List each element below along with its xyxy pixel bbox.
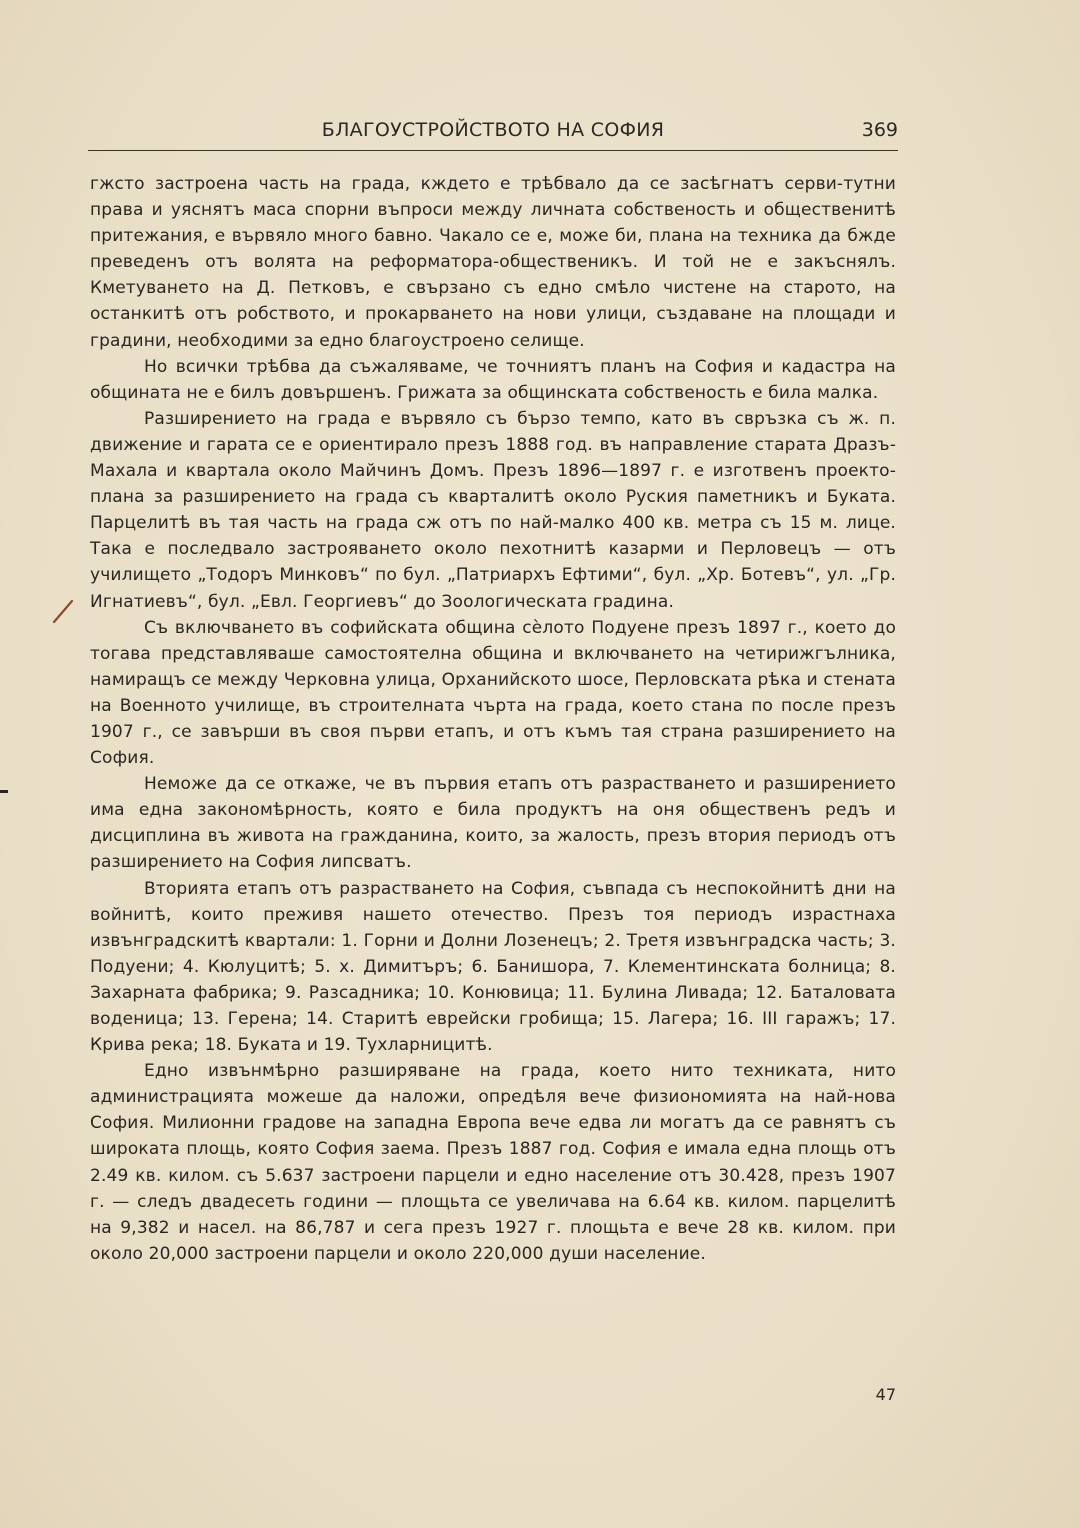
page-number: 369	[861, 119, 898, 141]
page-header	[88, 116, 898, 151]
paragraph: Вторията етапъ отъ разрастването на София, съвпада съ неспокойнитѣ дни на войнитѣ, които преживя нашето отечество. Презъ тоя периодъ израстнаха извънградскитѣ квартали: 1. Горни и Долни Лозенецъ; 2. Третя извънградска часть; 3. Подуени; 4. Кюлуцитѣ; 5. х. Димитъръ; 6. Банишора, 7. Клементинската болница; 8. Захарната фабрика; 9. Разсадника; 10. Конювица; 11. Булина Ливада; 12. Баталовата воденица; 13. Герена; 14. Старитѣ еврейски гробища; 15. Лагера; 16. III гаражъ; 17. Крива река; 18. Буката и 19. Тухларницитѣ.	[90, 878, 896, 1056]
running-title: БЛАГОУСТРОЙСТВОТО НА СОФИЯ	[321, 119, 665, 141]
paragraph: Съ включването въ софийската община сѐлото Подуене презъ 1897 г., което до тогава представляваше самостоятелна община и включването на четирижгълника, намиращъ се между Черковна улица, Орханийското шосе, Перловската рѣка и стената на Военното училище, въ строителната чърта на града, което стана по после презъ 1907 г., се завърши въ своя първи етапъ, и отъ къмъ тая страна разширението на София.	[90, 617, 896, 769]
paragraph: Едно извънмѣрно разширяване на града, което нито техниката, нито администрацията можеше да наложи, опредѣля вече физиономията на най-нова София. Милионни градове на западна Европа вече едва ли могатъ да се равнятъ съ широката площь, която София заема. Презъ 1887 год. София е имала една площь отъ 2.49 кв. килом. съ 5.637 застроени парцели и едно население отъ 30.428, презъ 1907 г. — следъ двадесеть години — площьта се увеличава на 6.64 кв. килом. парцелитѣ на 9,382 и насел. на 86,787 и сега презъ 1927 г. площьта е вече 28 кв. килом. при около 20,000 застроени парцели и около 220,000 души население.	[90, 1061, 896, 1264]
body-text	[90, 171, 896, 1267]
paragraph: Разширението на града е вървяло съ бързо темпо, като въ свръзка съ ж. п. движение и гарата се е ориентирало презъ 1888 год. въ направление старата Дразъ-Махала и квартала около Майчинъ Домъ. Презъ 1896—1897 г. е изготвенъ проекто-плана за разширението на града съ кварталитѣ около Руския паметникъ и Буката. Парцелитѣ въ тая часть на града сж отъ по най-малко 400 кв. метра съ 15 м. лице. Така е последвало застрояването около пехотнитѣ казарми и Перловецъ — отъ училището „Тодоръ Минковъ“ по бул. „Патриархъ Ефтими“, бул. „Хр. Ботевъ“, ул. „Гр. Игнатиевъ“, бул. „Евл. Георгиевъ“ до Зоологическата градина.	[90, 408, 896, 612]
paragraph: гжсто застроена часть на града, кждето е трѣбвало да се засѣгнатъ серви-тутни права и уяснятъ маса спорни въпроси между личната собственость и общественитѣ притежания, е вървяло много бавно. Чакало се е, може би, плана на техника да бжде преведенъ отъ волята на реформатора-общественикъ. И той не е закъснялъ. Кметуването на Д. Петковъ, е свързано съ едно смѣло чистене на старото, на останкитѣ отъ робството, и прокарването на нови улици, създаване на площади и градини, необходими за едно благоустроено селище.	[90, 174, 896, 351]
signature-mark: 47	[875, 1385, 896, 1404]
paragraph: Но всички трѣбва да съжаляваме, че точниятъ планъ на София и кадастра на общината не е билъ довършенъ. Грижата за общинската собственость е била малка.	[90, 356, 896, 403]
paragraph: Неможе да се откаже, че въ първия етапъ отъ разрастването и разширението има една закономѣрность, която е била продуктъ на оня общественъ редъ и дисциплина въ живота на гражданина, които, за жалость, презъ втория периодъ отъ разширението на София липсватъ.	[90, 774, 896, 873]
edge-mark	[0, 790, 8, 793]
pencil-mark	[50, 598, 76, 624]
